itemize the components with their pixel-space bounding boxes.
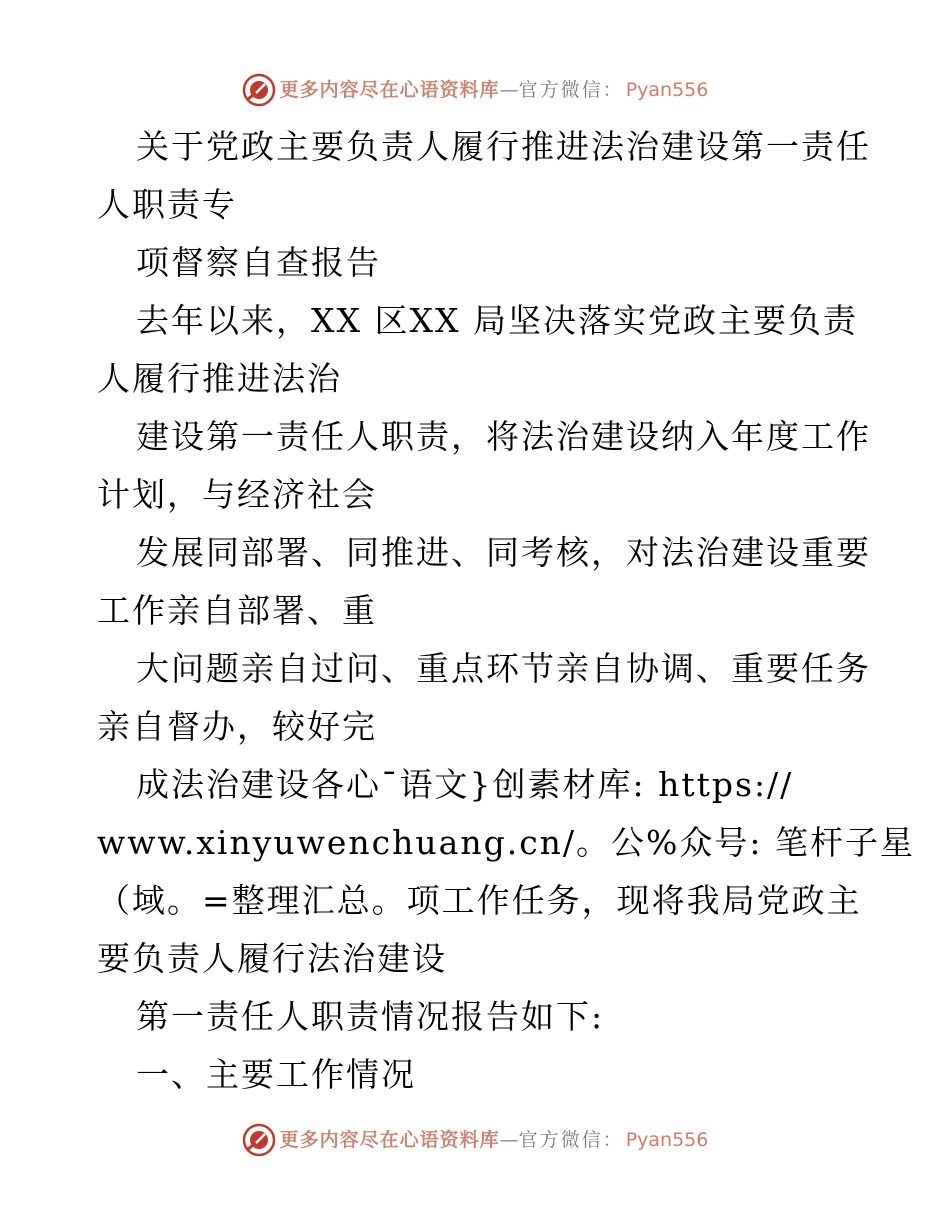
doc-title-line-3: 项督察自查报告 xyxy=(136,243,381,282)
footer-watermark xyxy=(0,1120,950,1160)
doc-paragraph-line: 建设第一责任人职责，将法治建设纳入年度工作 xyxy=(136,417,871,456)
watermark-label: 官方微信： xyxy=(518,79,624,101)
watermark-dash: — xyxy=(499,1129,519,1151)
doc-paragraph-line: 第一责任人职责情况报告如下: xyxy=(136,997,605,1036)
doc-paragraph-line: 成法治建设各心¯语文}创素材库: https:// xyxy=(136,765,794,804)
watermark-brand: 更多内容尽在心语资料库 xyxy=(279,1129,500,1151)
watermark-id: Pyan556 xyxy=(625,1129,709,1151)
doc-paragraph-line: （域。=整理汇总。项工作任务，现将我局党政主 xyxy=(97,881,862,920)
doc-paragraph-line: www.xinyuwenchuang.cn/。公%众号: 笔杆子星 xyxy=(97,823,916,862)
doc-title-line-2: 人职责专 xyxy=(97,185,237,224)
doc-paragraph-line: 发展同部署、同推进、同考核，对法治建设重要 xyxy=(136,533,871,572)
doc-paragraph-line: 人履行推进法治 xyxy=(97,359,342,398)
doc-paragraph-line: 去年以来，XX 区XX 局坚决落实党政主要负责 xyxy=(136,301,858,340)
seal-logo-icon xyxy=(242,73,276,107)
doc-title-line-1: 关于党政主要负责人履行推进法治建设第一责任 xyxy=(136,127,871,166)
doc-paragraph-line: 要负责人履行法治建设 xyxy=(97,939,447,978)
doc-paragraph-line: 工作亲自部署、重 xyxy=(97,591,377,630)
doc-paragraph-line: 计划，与经济社会 xyxy=(97,475,377,514)
seal-logo-icon xyxy=(242,1123,276,1157)
doc-paragraph-line: 大问题亲自过问、重点环节亲自协调、重要任务 xyxy=(136,649,871,688)
watermark-brand: 更多内容尽在心语资料库 xyxy=(279,79,500,101)
doc-section-heading: 一、主要工作情况 xyxy=(136,1055,416,1094)
watermark-label: 官方微信： xyxy=(518,1129,624,1151)
doc-paragraph-line: 亲自督办，较好完 xyxy=(97,707,377,746)
watermark-id: Pyan556 xyxy=(625,79,709,101)
header-watermark xyxy=(0,70,950,110)
watermark-dash: — xyxy=(499,79,519,101)
